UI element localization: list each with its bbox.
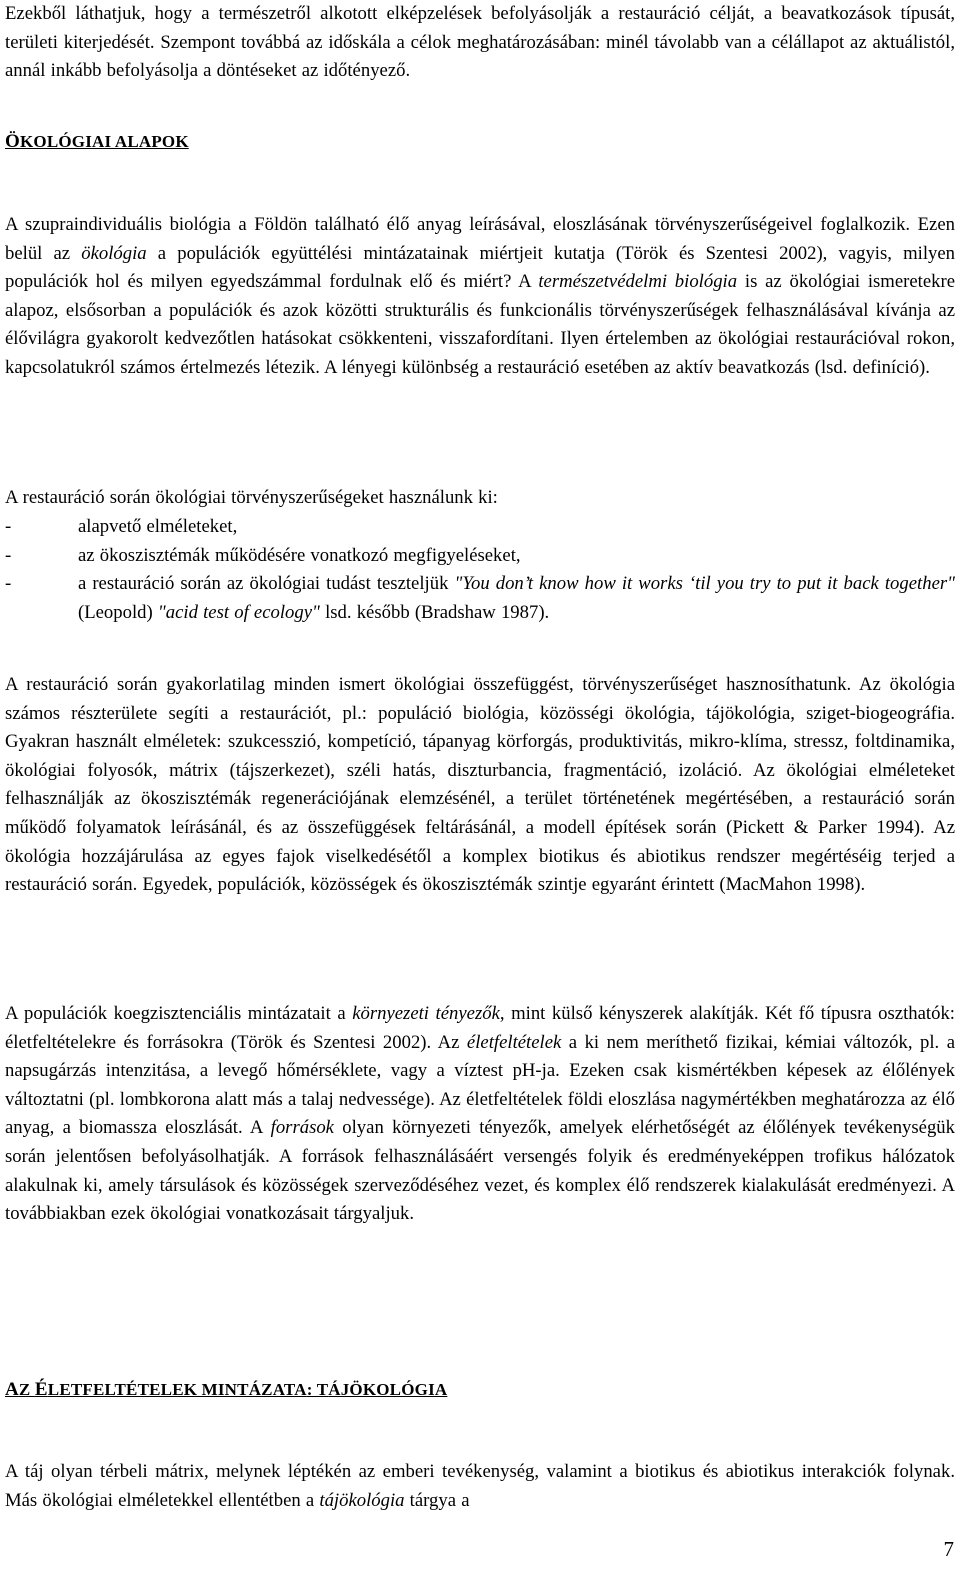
paragraph-environmental-factors: A populációk koegzisztenciális mintázatait a környezeti tényezők, mint külső kényszerek alakítják. Két fő típusra oszthatók: életfeltételekre és forrásokra (Török és Szentesi 2002). Az életfeltételek a ki nem meríthető fizikai, kémiai változók, pl. a napsugárzás intenzitása, a levegő hőmérséklete, vagy a víztest pH-ja. Ezeken csak kismértékben képesek az élőlények változtatni (pl. lombkorona alatt más a talaj nedvessége). Az életfeltételek földi eloszlása nagymértékben meghatározza az élő anyag, a biomassza eloszlását. A források olyan környezeti tényezők, amelyek elérhetőségét az élőlények tevékenységük során jelentősen befolyásolhatják. A források felhasználásáért versengés folyik és eredményeképpen trofikus hálózatok alakulnak ki, amely társulások és közösségek szerveződéséhez vezet, és komplex élő rendszerek kialakulását eredményezi. A továbbiakban ezek ökológiai vonatkozásait tárgyaljuk. [5,1003,955,1225]
ecology-usage-list [5,513,955,627]
paragraph-landscape: A táj olyan térbeli mátrix, melynek léptékén az emberi tevékenység, valamint a biotikus és abiotikus interakciók folynak. Más ökológiai elméletekkel ellentétben a tájökológia tárgya a [5,1461,955,1511]
term-tajokologia: tájökológia [319,1489,405,1511]
term-kornyezeti-tenyezok: környezeti tényezők [352,1003,500,1024]
intro-paragraph: Ezekből láthatjuk, hogy a természetről alkotott elképzelések befolyásolják a restauráció célját, a beavatkozások típusát, területi kiterjedését. Szempont továbbá az időskála a célok meghatározásában: minél távolabb van a célállapot az aktuálistól, annál inkább befolyásolja a döntéseket az időtényező. [5,3,955,82]
term-eletfeltetelek: életfeltételek [466,1031,562,1053]
quote-leopold: "You don’t know how it works ‘til you try to put it back together" [454,573,955,595]
list-item: - az ökoszisztémák működésére vonatkozó megfigyeléseket, [5,544,521,566]
term-forrasok: források [270,1117,334,1139]
term-okologia: ökológia [81,242,147,264]
paragraph-list-intro: A restauráció során ökológiai törvényszerűségeket használunk ki: [5,487,498,508]
paragraph-restoration-theories: A restauráció során gyakorlatilag minden ismert ökológiai összefüggést, törvényszerűséget hasznosíthatunk. Az ökológia számos részterülete segíti a restaurációt, pl.: populáció biológia, közösségi ökológia, tájökológia, sziget-biogeográfia. Gyakran használt elméletek: szukcesszió, kompetíció, tápanyag körforgás, produktivitás, mikro-klíma, stressz, foltdinamika, ökológiai folyosók, mátrix (tájszerkezet), széli hatás, diszturbancia, fragmentáció, izoláció. Az ökológiai elméleteket felhasználják az ökoszisztémák regenerációjának elemzésénél, a terület történetének megértésében, a restauráció során működő folyamatok leírásánál, és az összefüggések feltárásánál, a modell építések során (Pickett & Parker 1994). Az ökológia hozzájárulása az egyes fajok viselkedésétől a komplex biotikus és abiotikus rendszer megértéséig terjed a restauráció során. Egyedek, populációk, közösségek és ökoszisztémák szintje egyaránt érintett (MacMahon 1998). [5,674,955,896]
paragraph-supraindividual: A szupraindividuális biológia a Földön található élő anyag leírásával, eloszlásának törvényszerűségeivel foglalkozik. Ezen belül az ökológia a populációk együttélési mintázatainak miértjeit kutatja (Török és Szentesi 2002), vagyis, milyen populációk hol és milyen egyedszámmal fordulnak elő és miért? A természetvédelmi biológia is az ökológiai ismeretekre alapoz, elsősorban a populációk és azok közötti strukturális és funkcionális törvényszerűségek felhasználásával kívánja az élővilágra gyakorolt kedvezőtlen hatásokat csökkenteni, visszafordítani. Ilyen értelemben az ökológiai restaurációval rokon, kapcsolatukról számos értelmezés létezik. A lényegi különbség a restauráció esetében az aktív beavatkozás (lsd. definíció). [5,214,955,378]
quote-acid-test: "acid test of ecology" [157,601,320,623]
section-heading-tajokologia: AZ ÉLETFELTÉTELEK MINTÁZATA: TÁJÖKOLÓGIA [5,1379,448,1400]
page-number: 7 [943,1537,954,1561]
list-item: - alapvető elméleteket, [5,516,238,537]
list-item: - a restauráció során az ökológiai tudást teszteljük "You don’t know how it works ‘til you try to put it back together" (Leopold) "acid test of ecology" lsd. később (Bradshaw 1987). [5,573,955,623]
term-termeszetvedelmi-biologia: természetvédelmi biológia [538,271,738,293]
section-heading-okologiai-alapok: ÖKOLÓGIAI ALAPOK [5,131,189,152]
